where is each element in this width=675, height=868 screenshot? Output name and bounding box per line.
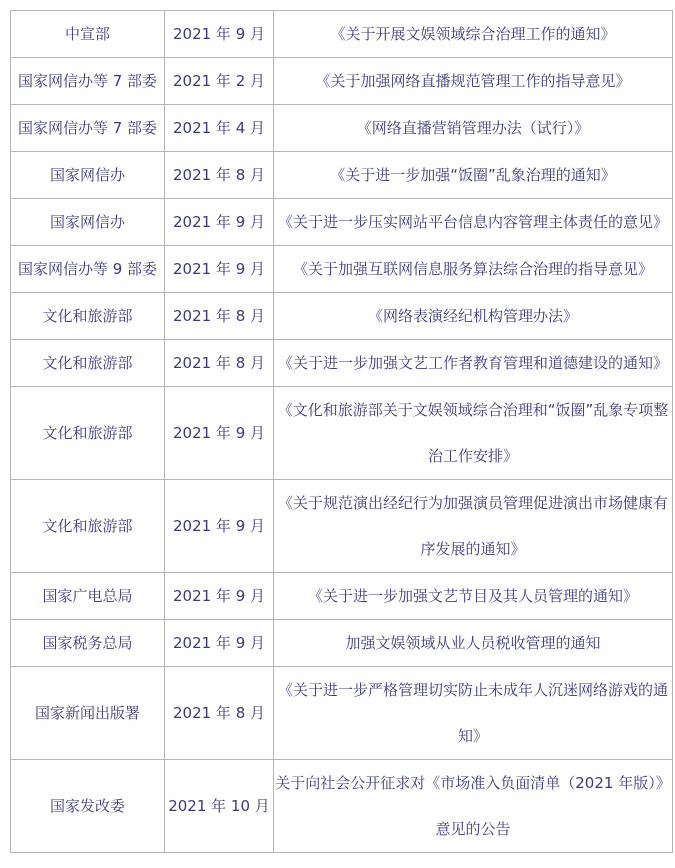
title-cell: 《文化和旅游部关于文娱领域综合治理和“饭圈”乱象专项整治工作安排》 <box>274 387 673 480</box>
regulation-table <box>10 10 673 853</box>
table-row <box>11 480 673 573</box>
date-cell: 2021 年 10 月 <box>165 760 274 853</box>
table-row <box>11 293 673 340</box>
date-cell: 2021 年 9 月 <box>165 11 274 58</box>
agency-cell: 国家税务总局 <box>11 620 165 667</box>
agency-cell: 中宣部 <box>11 11 165 58</box>
regulation-table-body <box>11 11 673 853</box>
agency-cell: 国家广电总局 <box>11 573 165 620</box>
agency-cell: 国家发改委 <box>11 760 165 853</box>
agency-cell: 国家网信办等 7 部委 <box>11 105 165 152</box>
table-row <box>11 58 673 105</box>
table-row <box>11 340 673 387</box>
date-cell: 2021 年 8 月 <box>165 152 274 199</box>
title-cell: 加强文娱领域从业人员税收管理的通知 <box>274 620 673 667</box>
table-row <box>11 760 673 853</box>
table-row <box>11 152 673 199</box>
title-cell: 《关于加强网络直播规范管理工作的指导意见》 <box>274 58 673 105</box>
agency-cell: 文化和旅游部 <box>11 387 165 480</box>
date-cell: 2021 年 8 月 <box>165 293 274 340</box>
agency-cell: 文化和旅游部 <box>11 480 165 573</box>
agency-cell: 国家网信办等 9 部委 <box>11 246 165 293</box>
agency-cell: 国家网信办 <box>11 152 165 199</box>
title-cell: 《关于规范演出经纪行为加强演员管理促进演出市场健康有序发展的通知》 <box>274 480 673 573</box>
agency-cell: 文化和旅游部 <box>11 293 165 340</box>
date-cell: 2021 年 2 月 <box>165 58 274 105</box>
table-row <box>11 105 673 152</box>
title-cell: 关于向社会公开征求对《市场准入负面清单（2021 年版）》意见的公告 <box>274 760 673 853</box>
table-row <box>11 11 673 58</box>
date-cell: 2021 年 9 月 <box>165 573 274 620</box>
agency-cell: 国家网信办 <box>11 199 165 246</box>
date-cell: 2021 年 9 月 <box>165 480 274 573</box>
table-row <box>11 246 673 293</box>
table-row <box>11 199 673 246</box>
table-row <box>11 573 673 620</box>
title-cell: 《关于进一步加强文艺工作者教育管理和道德建设的通知》 <box>274 340 673 387</box>
title-cell: 《网络表演经纪机构管理办法》 <box>274 293 673 340</box>
agency-cell: 国家网信办等 7 部委 <box>11 58 165 105</box>
date-cell: 2021 年 8 月 <box>165 340 274 387</box>
title-cell: 《关于进一步加强文艺节目及其人员管理的通知》 <box>274 573 673 620</box>
table-row <box>11 620 673 667</box>
date-cell: 2021 年 9 月 <box>165 199 274 246</box>
date-cell: 2021 年 9 月 <box>165 620 274 667</box>
title-cell: 《关于进一步压实网站平台信息内容管理主体责任的意见》 <box>274 199 673 246</box>
table-row <box>11 387 673 480</box>
agency-cell: 文化和旅游部 <box>11 340 165 387</box>
date-cell: 2021 年 9 月 <box>165 246 274 293</box>
title-cell: 《关于开展文娱领域综合治理工作的通知》 <box>274 11 673 58</box>
table-row <box>11 667 673 760</box>
agency-cell: 国家新闻出版署 <box>11 667 165 760</box>
title-cell: 《网络直播营销管理办法（试行）》 <box>274 105 673 152</box>
title-cell: 《关于进一步严格管理切实防止未成年人沉迷网络游戏的通知》 <box>274 667 673 760</box>
title-cell: 《关于进一步加强“饭圈”乱象治理的通知》 <box>274 152 673 199</box>
title-cell: 《关于加强互联网信息服务算法综合治理的指导意见》 <box>274 246 673 293</box>
date-cell: 2021 年 9 月 <box>165 387 274 480</box>
date-cell: 2021 年 8 月 <box>165 667 274 760</box>
date-cell: 2021 年 4 月 <box>165 105 274 152</box>
